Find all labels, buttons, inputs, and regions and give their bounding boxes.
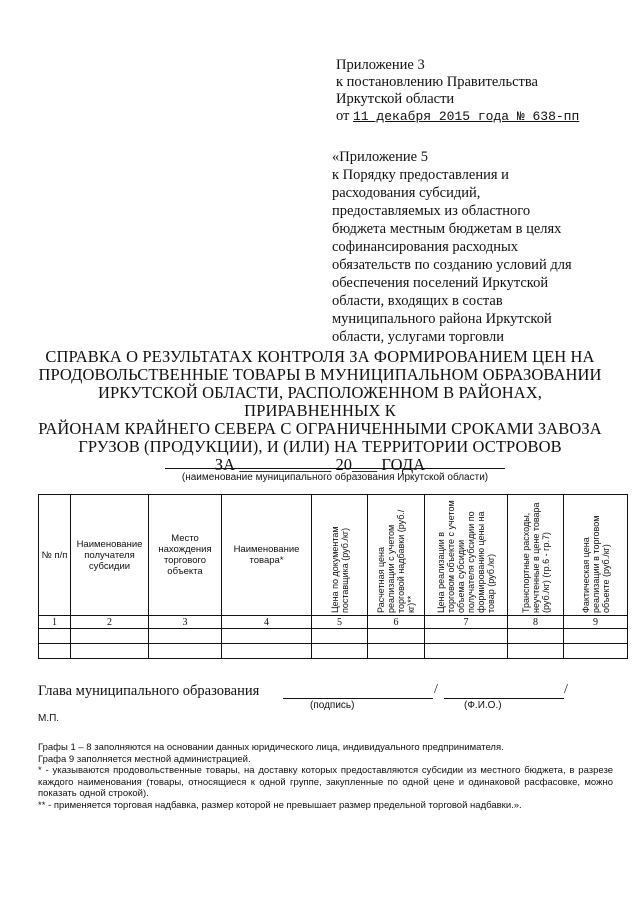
col-header-location: Место нахождения торгового объекта — [149, 495, 222, 616]
col-header-transport-costs: Транспортные расходы, неучтенные в цене товара (руб./кг) (гр.6 - гр.7) — [508, 495, 564, 616]
column-number: 2 — [71, 616, 149, 629]
appendix-5-block — [332, 148, 632, 346]
appendix-5-line: бюджета местным бюджетам в целях — [332, 221, 562, 237]
title-line: ИРКУТСКОЙ ОБЛАСТИ, РАСПОЛОЖЕННОМ В РАЙОНАХ, ПРИРАВНЕННЫХ К — [98, 383, 542, 420]
table-row — [39, 629, 628, 644]
table-cell[interactable] — [564, 644, 628, 659]
note-line: Графы 1 – 8 заполняются на основании данных юридического лица, индивидуального предпринимателя. — [38, 742, 504, 753]
report-table — [38, 494, 628, 659]
fio-caption: (Ф.И.О.) — [464, 700, 502, 711]
report-title — [36, 348, 604, 474]
appendix-5-line: обязательств по созданию условий для — [332, 257, 572, 273]
table-cell[interactable] — [508, 629, 564, 644]
appendix-5-line: софинансирования расходных — [332, 239, 518, 255]
note-line: * - указываются продовольственные товары, на доставку которых предоставляются субсидии из местного бюджета, в разрезе каждого наименования (товары, относящиеся к одной группе, закупленные по одной цене и одинаковой расфасовке, можно показать одной строкой). — [38, 765, 613, 799]
col-header-supplier-price: Цена по документам поставщика (руб./кг) — [312, 495, 368, 616]
note-line: Графа 9 заполняется местной администрацией. — [38, 753, 251, 765]
signature-slash: / — [434, 682, 438, 697]
table-row — [39, 644, 628, 659]
footnotes — [38, 742, 613, 811]
stamp-label: М.П. — [38, 713, 60, 724]
table-cell[interactable] — [312, 644, 368, 659]
table-cell[interactable] — [149, 629, 222, 644]
col-header-product: Наименование товара* — [222, 495, 312, 616]
signature-label: Глава муниципального образования — [38, 683, 260, 699]
municipality-caption: (наименование муниципального образования Иркутской области) — [181, 472, 489, 483]
table-cell[interactable] — [425, 644, 508, 659]
appendix-5-line: области, услугами торговли — [332, 329, 504, 345]
column-number: 4 — [222, 616, 312, 629]
table-cell[interactable] — [368, 629, 425, 644]
column-number: 1 — [39, 616, 71, 629]
appendix-5-line: предоставляемых из областного — [332, 203, 531, 219]
appendix-3-title: Приложение 3 — [336, 57, 425, 73]
col-header-actual-price: Фактическая цена реализации в торговом объекте (руб./кг) — [564, 495, 628, 616]
fio-line[interactable] — [444, 698, 564, 699]
appendix-3-line2: к постановлению Правительства — [336, 74, 538, 90]
column-number: 6 — [368, 616, 425, 629]
date-value: 11 декабря 2015 года № 638-пп — [353, 109, 580, 124]
table-cell[interactable] — [508, 644, 564, 659]
appendix-5-line: области, входящих в состав — [332, 293, 503, 309]
column-number: 3 — [149, 616, 222, 629]
table-header-row — [39, 495, 628, 616]
table-cell[interactable] — [425, 629, 508, 644]
column-number: 8 — [508, 616, 564, 629]
appendix-3-line3: Иркутской области — [336, 91, 455, 107]
appendix-3-date — [336, 108, 579, 125]
table-cell[interactable] — [39, 644, 71, 659]
title-line: ПРОДОВОЛЬСТВЕННЫЕ ТОВАРЫ В МУНИЦИПАЛЬНОМ ОБРАЗОВАНИИ — [38, 365, 602, 384]
col-header-recipient: Наименование получателя субсидии — [71, 495, 149, 616]
table-cell[interactable] — [222, 644, 312, 659]
table-cell[interactable] — [39, 629, 71, 644]
column-number-row — [39, 616, 628, 629]
appendix-5-line: расходования субсидий, — [332, 185, 481, 201]
date-prefix: от — [336, 108, 350, 124]
municipality-name-line[interactable] — [165, 468, 505, 469]
note-line: ** - применяется торговая надбавка, размер которой не превышает размер предельной торговой надбавки.». — [38, 799, 522, 811]
fio-slash: / — [564, 682, 568, 697]
table-cell[interactable] — [149, 644, 222, 659]
signature-caption: (подпись) — [310, 700, 355, 711]
table-cell[interactable] — [368, 644, 425, 659]
column-number: 5 — [312, 616, 368, 629]
appendix-5-line: «Приложение 5 — [332, 149, 428, 165]
title-period-line: ЗА ___________ 20___ ГОДА — [214, 455, 426, 474]
table-cell[interactable] — [222, 629, 312, 644]
table-cell[interactable] — [71, 644, 149, 659]
col-header-number: № п/п — [39, 495, 71, 616]
title-line: РАЙОНАМ КРАЙНЕГО СЕВЕРА С ОГРАНИЧЕННЫМИ СРОКАМИ ЗАВОЗА — [38, 419, 602, 438]
table-cell[interactable] — [71, 629, 149, 644]
column-number: 9 — [564, 616, 628, 629]
appendix-5-line: к Порядку предоставления и — [332, 167, 509, 183]
col-header-subsidized-price: Цена реализации в торговом объекте с учетом объема субсидии получателя субсидии по формированию цены на товар (руб./кг) — [425, 495, 508, 616]
column-number: 7 — [425, 616, 508, 629]
appendix-3-block — [336, 57, 579, 125]
title-line: СПРАВКА О РЕЗУЛЬТАТАХ КОНТРОЛЯ ЗА ФОРМИРОВАНИЕМ ЦЕН НА — [45, 347, 595, 366]
signature-line[interactable] — [283, 698, 433, 699]
appendix-5-line: муниципального района Иркутской — [332, 311, 552, 327]
table-cell[interactable] — [312, 629, 368, 644]
col-header-calculated-price: Расчетная цена реализации с учетом торговой надбавки (руб./кг)** — [368, 495, 425, 616]
title-line: ГРУЗОВ (ПРОДУКЦИИ), И (ИЛИ) НА ТЕРРИТОРИИ ОСТРОВОВ — [78, 437, 562, 456]
table-cell[interactable] — [564, 629, 628, 644]
appendix-5-line: обеспечения поселений Иркутской — [332, 275, 549, 291]
